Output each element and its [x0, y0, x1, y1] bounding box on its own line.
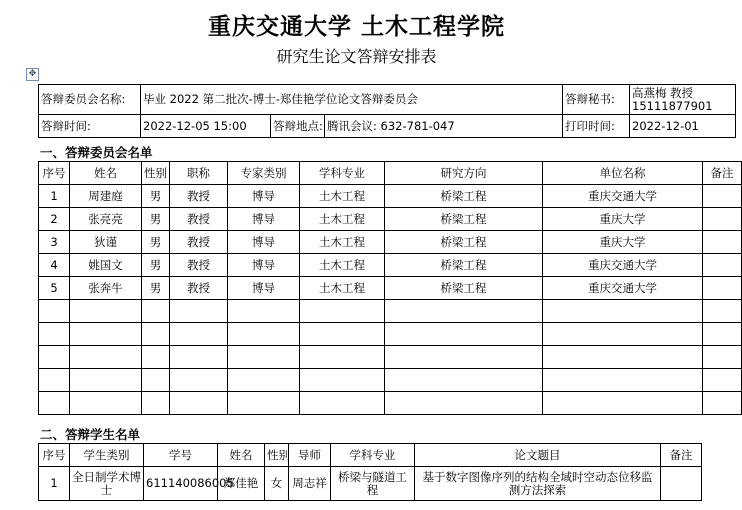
page-title: 重庆交通大学 土木工程学院	[207, 13, 505, 40]
committee-header-cell: 序号	[39, 162, 70, 185]
table-move-handle-icon[interactable]: ✥	[26, 68, 39, 81]
committee-cell	[228, 346, 300, 369]
committee-header-cell: 备注	[703, 162, 742, 185]
committee-cell: 男	[142, 231, 170, 254]
committee-cell: 重庆大学	[543, 231, 703, 254]
committee-row	[39, 208, 742, 231]
committee-row	[39, 231, 742, 254]
committee-cell	[543, 369, 703, 392]
committee-row	[39, 323, 742, 346]
committee-cell	[228, 300, 300, 323]
committee-cell: 狄谨	[70, 231, 142, 254]
committee-cell: 男	[142, 254, 170, 277]
students-cell: 周志祥	[289, 467, 331, 501]
committee-header-cell: 姓名	[70, 162, 142, 185]
committee-cell	[170, 323, 228, 346]
committee-row	[39, 369, 742, 392]
committee-cell: 土木工程	[300, 231, 385, 254]
committee-cell	[142, 369, 170, 392]
committee-header-cell: 职称	[170, 162, 228, 185]
time-value: 2022-12-05 15:00	[141, 115, 271, 138]
committee-cell	[300, 323, 385, 346]
committee-cell	[70, 369, 142, 392]
students-cell: 女	[265, 467, 289, 501]
committee-cell	[703, 277, 742, 300]
committee-cell	[70, 392, 142, 415]
committee-cell	[703, 254, 742, 277]
students-header-row	[39, 444, 702, 467]
committee-cell: 教授	[170, 185, 228, 208]
committee-cell: 博导	[228, 231, 300, 254]
place-value: 腾讯会议: 632-781-047	[325, 115, 563, 138]
committee-cell	[300, 346, 385, 369]
committee-cell: 张亮亮	[70, 208, 142, 231]
committee-cell	[703, 231, 742, 254]
committee-cell: 教授	[170, 254, 228, 277]
committee-cell	[70, 300, 142, 323]
committee-cell	[543, 346, 703, 369]
committee-cell	[70, 346, 142, 369]
students-header-cell: 序号	[39, 444, 70, 467]
committee-cell	[703, 300, 742, 323]
students-section-title: 二、答辩学生名单	[40, 427, 141, 442]
committee-cell	[170, 300, 228, 323]
committee-cell: 2	[39, 208, 70, 231]
committee-name-value: 毕业 2022 第二批次-博士-郑佳艳学位论文答辩委员会	[141, 85, 563, 115]
committee-cell	[703, 208, 742, 231]
committee-cell	[703, 346, 742, 369]
print-value: 2022-12-01	[630, 115, 736, 138]
committee-cell: 重庆交通大学	[543, 254, 703, 277]
committee-row	[39, 392, 742, 415]
committee-cell	[703, 323, 742, 346]
students-header-cell: 学号	[144, 444, 218, 467]
committee-cell: 桥梁工程	[385, 231, 543, 254]
committee-row	[39, 346, 742, 369]
committee-cell: 桥梁工程	[385, 185, 543, 208]
place-label: 答辩地点:	[271, 115, 325, 138]
committee-row	[39, 277, 742, 300]
committee-cell	[703, 392, 742, 415]
committee-cell: 土木工程	[300, 208, 385, 231]
committee-cell: 博导	[228, 254, 300, 277]
committee-cell	[142, 300, 170, 323]
committee-cell	[142, 392, 170, 415]
committee-cell: 重庆交通大学	[543, 185, 703, 208]
committee-name-label: 答辩委员会名称:	[39, 85, 141, 115]
committee-table	[38, 161, 742, 415]
committee-cell	[543, 300, 703, 323]
students-header-cell: 姓名	[218, 444, 265, 467]
students-cell: 611140086005	[144, 467, 218, 501]
committee-cell	[300, 300, 385, 323]
committee-cell	[228, 323, 300, 346]
committee-cell	[703, 185, 742, 208]
committee-row	[39, 254, 742, 277]
committee-cell	[39, 300, 70, 323]
committee-cell	[385, 346, 543, 369]
committee-cell: 桥梁工程	[385, 254, 543, 277]
students-table	[38, 443, 702, 501]
page-subtitle: 研究生论文答辩安排表	[276, 47, 437, 66]
committee-header-cell: 性别	[142, 162, 170, 185]
students-header-cell: 学生类别	[70, 444, 144, 467]
committee-cell	[385, 300, 543, 323]
committee-cell: 5	[39, 277, 70, 300]
committee-cell: 桥梁工程	[385, 208, 543, 231]
committee-cell: 张奔牛	[70, 277, 142, 300]
committee-cell	[39, 392, 70, 415]
committee-cell: 周建庭	[70, 185, 142, 208]
committee-cell: 教授	[170, 277, 228, 300]
committee-cell	[385, 392, 543, 415]
committee-cell: 土木工程	[300, 254, 385, 277]
committee-cell	[228, 369, 300, 392]
committee-cell: 博导	[228, 277, 300, 300]
committee-cell: 姚国文	[70, 254, 142, 277]
committee-cell: 博导	[228, 208, 300, 231]
committee-cell: 男	[142, 185, 170, 208]
students-header-cell: 论文题目	[415, 444, 661, 467]
committee-cell	[385, 323, 543, 346]
committee-cell: 重庆大学	[543, 208, 703, 231]
committee-cell: 1	[39, 185, 70, 208]
committee-cell	[70, 323, 142, 346]
students-cell: 桥梁与隧道工程	[331, 467, 415, 501]
secretary-value	[630, 85, 736, 115]
committee-cell	[170, 369, 228, 392]
committee-cell: 4	[39, 254, 70, 277]
committee-cell: 土木工程	[300, 185, 385, 208]
committee-cell	[39, 346, 70, 369]
committee-header-cell: 学科专业	[300, 162, 385, 185]
committee-cell: 桥梁工程	[385, 277, 543, 300]
committee-cell	[170, 392, 228, 415]
students-header-cell: 导师	[289, 444, 331, 467]
students-cell	[661, 467, 702, 501]
committee-cell: 重庆交通大学	[543, 277, 703, 300]
committee-cell: 男	[142, 208, 170, 231]
committee-cell: 博导	[228, 185, 300, 208]
committee-cell: 男	[142, 277, 170, 300]
students-cell: 基于数字图像序列的结构全域时空动态位移监测方法探索	[415, 467, 661, 501]
secretary-phone: 15111877901	[632, 98, 713, 113]
committee-header-cell: 研究方向	[385, 162, 543, 185]
committee-cell	[170, 346, 228, 369]
students-header-cell: 备注	[661, 444, 702, 467]
committee-header-cell: 单位名称	[543, 162, 703, 185]
committee-row	[39, 185, 742, 208]
committee-cell	[300, 392, 385, 415]
committee-cell	[39, 369, 70, 392]
students-header-cell: 性别	[265, 444, 289, 467]
committee-cell	[385, 369, 543, 392]
students-cell: 1	[39, 467, 70, 501]
committee-header-cell: 专家类别	[228, 162, 300, 185]
committee-cell	[543, 392, 703, 415]
committee-cell: 教授	[170, 231, 228, 254]
committee-cell	[142, 346, 170, 369]
secretary-name: 高燕梅 教授	[632, 85, 694, 100]
committee-cell: 3	[39, 231, 70, 254]
committee-cell: 土木工程	[300, 277, 385, 300]
info-table	[38, 84, 736, 138]
time-label: 答辩时间:	[39, 115, 141, 138]
committee-header-row	[39, 162, 742, 185]
students-cell: 郑佳艳	[218, 467, 265, 501]
students-row	[39, 467, 702, 501]
committee-cell	[300, 369, 385, 392]
secretary-label: 答辩秘书:	[563, 85, 630, 115]
committee-cell	[39, 323, 70, 346]
committee-cell: 教授	[170, 208, 228, 231]
students-header-cell: 学科专业	[331, 444, 415, 467]
committee-cell	[703, 369, 742, 392]
committee-cell	[543, 323, 703, 346]
committee-cell	[228, 392, 300, 415]
print-label: 打印时间:	[563, 115, 630, 138]
committee-row	[39, 300, 742, 323]
committee-section-title: 一、答辩委员会名单	[40, 145, 153, 160]
committee-cell	[142, 323, 170, 346]
students-cell: 全日制学术博士	[70, 467, 144, 501]
